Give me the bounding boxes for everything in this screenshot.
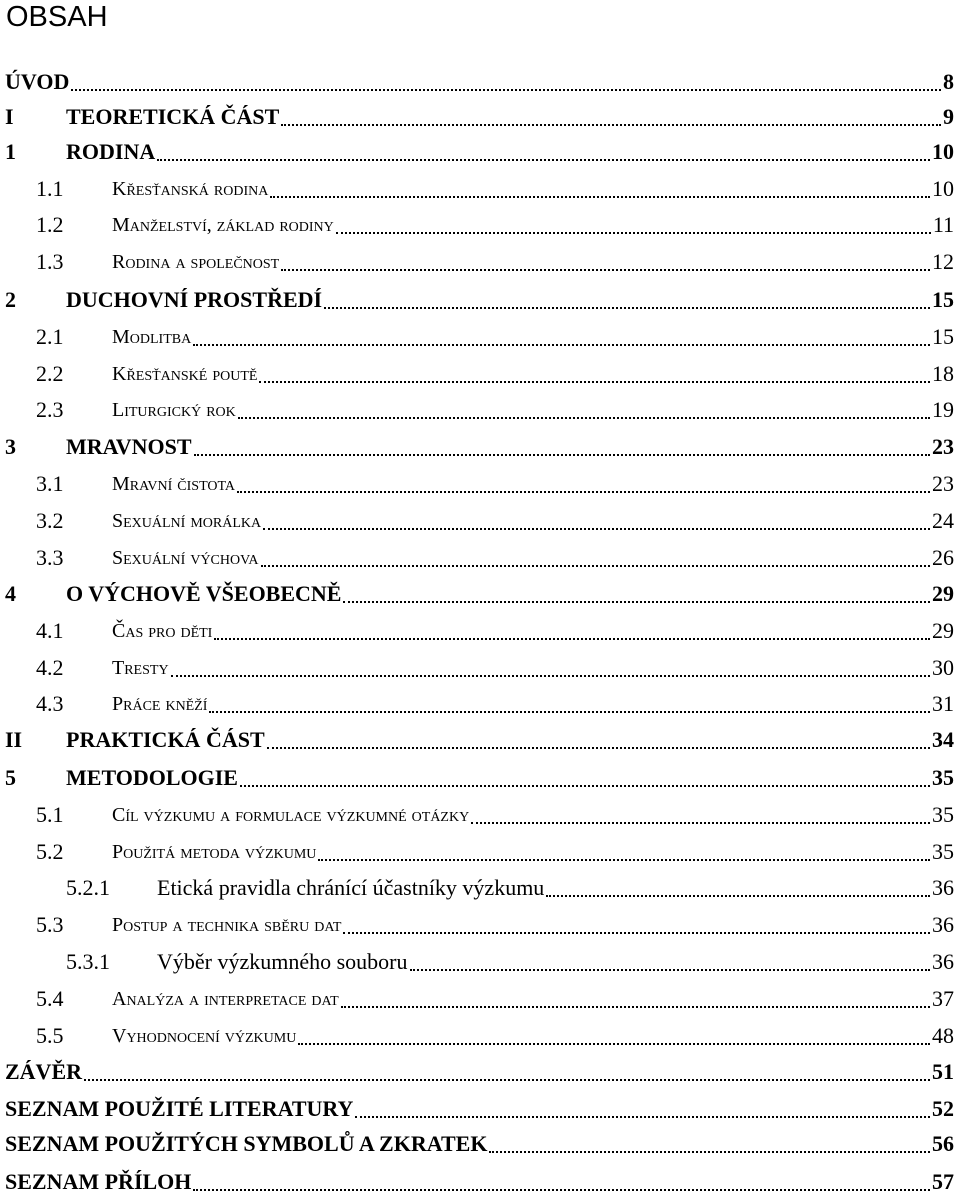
toc-entry[interactable] xyxy=(0,940,960,976)
dot-leader xyxy=(471,822,930,824)
dot-leader xyxy=(270,196,930,198)
dot-leader xyxy=(157,159,930,161)
dot-leader xyxy=(240,785,930,787)
dot-leader xyxy=(263,528,930,530)
toc-entry-page-number: 36 xyxy=(932,949,954,974)
dot-leader xyxy=(336,232,931,234)
toc-entry[interactable] xyxy=(0,425,960,461)
toc-entry-page-number: 9 xyxy=(943,104,954,129)
toc-entry[interactable] xyxy=(0,1160,960,1196)
toc-entry-number: 5.5 xyxy=(36,1023,64,1048)
dot-leader xyxy=(355,1116,930,1118)
dot-leader xyxy=(324,307,930,309)
toc-entry-title: SEZNAM POUŽITÉ LITERATURY xyxy=(5,1096,354,1121)
toc-entry[interactable] xyxy=(0,646,960,682)
toc-entry-title: Použitá metoda výzkumu xyxy=(112,841,317,863)
toc-entry-page-number: 23 xyxy=(932,434,954,459)
toc-entry[interactable] xyxy=(0,278,960,314)
toc-entry-number: II xyxy=(5,727,23,752)
toc-entry-number: 3.3 xyxy=(36,545,64,570)
dot-leader xyxy=(237,491,930,493)
toc-entry-page-number: 56 xyxy=(932,1131,954,1156)
toc-entry-title: Tresty xyxy=(112,657,169,679)
toc-entry-title: METODOLOGIE xyxy=(66,765,238,790)
dot-leader xyxy=(410,969,930,971)
toc-entry[interactable] xyxy=(0,756,960,792)
toc-entry-page-number: 15 xyxy=(932,324,954,349)
toc-entry[interactable] xyxy=(0,499,960,535)
toc-entry-title: Modlitba xyxy=(112,326,192,348)
toc-entry-page-number: 34 xyxy=(932,727,954,752)
dot-leader xyxy=(259,381,930,383)
toc-entry[interactable] xyxy=(0,977,960,1013)
toc-entry[interactable] xyxy=(0,1050,960,1086)
toc-entry-page-number: 29 xyxy=(932,618,954,643)
dot-leader xyxy=(341,1006,930,1008)
toc-entry-page-number: 10 xyxy=(932,139,954,164)
toc-entry-number: 2.2 xyxy=(36,361,64,386)
dot-leader xyxy=(267,747,930,749)
toc-entry-page-number: 57 xyxy=(932,1169,954,1194)
toc-entry[interactable] xyxy=(0,572,960,608)
toc-entry-title: Analýza a interpretace dat xyxy=(112,988,339,1010)
toc-entry[interactable] xyxy=(0,1122,960,1158)
toc-entry-number: I xyxy=(5,104,14,129)
toc-entry-title: PRAKTICKÁ ČÁST xyxy=(66,727,265,752)
toc-entry-page-number: 37 xyxy=(932,986,954,1011)
dot-leader xyxy=(214,638,930,640)
toc-entry-page-number: 10 xyxy=(932,176,954,201)
toc-entry[interactable] xyxy=(0,388,960,424)
toc-entry-page-number: 29 xyxy=(932,581,954,606)
toc-entry-title: Křesťanské poutě xyxy=(112,363,258,385)
dot-leader xyxy=(298,1043,930,1045)
dot-leader xyxy=(343,932,930,934)
toc-entry-number: 5.2 xyxy=(36,839,64,864)
toc-entry[interactable] xyxy=(0,609,960,645)
toc-entry[interactable] xyxy=(0,682,960,718)
toc-entry-title: Čas pro děti xyxy=(112,620,213,642)
toc-entry-title: DUCHOVNÍ PROSTŘEDÍ xyxy=(66,287,323,312)
toc-entry[interactable] xyxy=(0,536,960,572)
toc-entry-number: 2.3 xyxy=(36,397,64,422)
toc-entry-page-number: 18 xyxy=(932,361,954,386)
toc-entry-number: 4.1 xyxy=(36,618,64,643)
dot-leader xyxy=(546,895,930,897)
toc-entry-number: 5.1 xyxy=(36,802,64,827)
toc-entry-page-number: 35 xyxy=(932,839,954,864)
dot-leader xyxy=(71,89,941,91)
dot-leader xyxy=(489,1151,930,1153)
toc-entry-number: 1 xyxy=(5,139,16,164)
toc-entry[interactable] xyxy=(0,830,960,866)
toc-entry-number: 1.1 xyxy=(36,176,64,201)
toc-entry-number: 4.3 xyxy=(36,691,64,716)
toc-entry-page-number: 15 xyxy=(932,287,954,312)
toc-entry-number: 4.2 xyxy=(36,655,64,680)
toc-entry-page-number: 30 xyxy=(932,655,954,680)
toc-entry-number: 3.1 xyxy=(36,471,64,496)
dot-leader xyxy=(281,124,941,126)
toc-entry-title: Manželství, základ rodiny xyxy=(112,214,334,236)
dot-leader xyxy=(209,711,930,713)
toc-entry[interactable] xyxy=(0,462,960,498)
toc-entry-title: Sexuální morálka xyxy=(112,510,262,532)
toc-entry[interactable] xyxy=(0,203,960,239)
toc-entry-title: SEZNAM PŘÍLOH xyxy=(5,1169,192,1194)
dot-leader xyxy=(193,1189,930,1191)
dot-leader xyxy=(194,454,930,456)
toc-entry-page-number: 51 xyxy=(932,1059,954,1084)
toc-entry-number: 5.3 xyxy=(36,912,64,937)
page-title: OBSAH xyxy=(6,1,108,33)
dot-leader xyxy=(318,859,930,861)
toc-entry-title: Mravní čistota xyxy=(112,473,236,495)
toc-entry-number: 5.2.1 xyxy=(66,875,110,900)
toc-entry-page-number: 23 xyxy=(932,471,954,496)
toc-entry-page-number: 36 xyxy=(932,912,954,937)
toc-entry-title: Křesťanská rodina xyxy=(112,178,269,200)
toc-entry-page-number: 48 xyxy=(932,1023,954,1048)
dot-leader xyxy=(281,269,930,271)
toc-entry-page-number: 8 xyxy=(943,69,954,94)
dot-leader xyxy=(171,675,930,677)
dot-leader xyxy=(238,417,930,419)
toc-entry[interactable] xyxy=(0,167,960,203)
toc-entry-title: Liturgický rok xyxy=(112,399,236,421)
toc-entry-number: 3.2 xyxy=(36,508,64,533)
toc-entry-number: 3 xyxy=(5,434,16,459)
toc-entry-title: MRAVNOST xyxy=(66,434,192,459)
toc-entry[interactable] xyxy=(0,315,960,351)
toc-entry-title: Práce kněží xyxy=(112,693,208,715)
toc-entry-title: Etická pravidla chránící účastníky výzkumu xyxy=(157,875,545,900)
toc-entry-title: ÚVOD xyxy=(5,69,70,94)
toc-entry[interactable] xyxy=(0,1014,960,1050)
toc-entry-title: SEZNAM POUŽITÝCH SYMBOLŮ A ZKRATEK xyxy=(5,1131,488,1156)
toc-entry[interactable] xyxy=(0,95,960,131)
toc-entry-number: 4 xyxy=(5,581,16,606)
toc-entry[interactable] xyxy=(0,240,960,276)
toc-entry-title: Cíl výzkumu a formulace výzkumné otázky xyxy=(112,804,470,826)
toc-entry[interactable] xyxy=(0,60,960,96)
toc-entry-page-number: 12 xyxy=(932,249,954,274)
toc-entry-title: RODINA xyxy=(66,139,156,164)
toc-entry[interactable] xyxy=(0,1087,960,1123)
toc-entry-page-number: 19 xyxy=(932,397,954,422)
toc-entry[interactable] xyxy=(0,130,960,166)
toc-entry-page-number: 35 xyxy=(932,802,954,827)
toc-entry-number: 1.3 xyxy=(36,249,64,274)
toc-entry-title: Rodina a společnost xyxy=(112,251,280,273)
toc-entry-title: Výběr výzkumného souboru xyxy=(157,949,408,974)
toc-entry[interactable] xyxy=(0,793,960,829)
toc-entry-title: Postup a technika sběru dat xyxy=(112,914,342,936)
toc-entry-page-number: 24 xyxy=(932,508,954,533)
dot-leader xyxy=(84,1079,930,1081)
toc-entry[interactable] xyxy=(0,866,960,902)
toc-entry-title: TEORETICKÁ ČÁST xyxy=(66,104,280,129)
toc-entry-page-number: 35 xyxy=(932,765,954,790)
toc-entry-number: 1.2 xyxy=(36,212,64,237)
toc-entry-title: Sexuální výchova xyxy=(112,547,259,569)
dot-leader xyxy=(261,565,930,567)
toc-entry-title: O VÝCHOVĚ VŠEOBECNĚ xyxy=(66,581,342,606)
toc-entry-title: Vyhodnocení výzkumu xyxy=(112,1025,297,1047)
toc-entry-number: 5 xyxy=(5,765,16,790)
toc-entry-number: 2.1 xyxy=(36,324,64,349)
dot-leader xyxy=(193,344,930,346)
toc-entry-number: 2 xyxy=(5,287,16,312)
toc-entry-number: 5.4 xyxy=(36,986,64,1011)
toc-entry[interactable] xyxy=(0,718,960,754)
toc-entry-page-number: 11 xyxy=(932,212,954,237)
toc-entry[interactable] xyxy=(0,352,960,388)
toc-entry[interactable] xyxy=(0,903,960,939)
dot-leader xyxy=(343,601,930,603)
toc-entry-title: ZÁVĚR xyxy=(5,1059,83,1084)
toc-entry-page-number: 52 xyxy=(932,1096,954,1121)
toc-entry-page-number: 36 xyxy=(932,875,954,900)
toc-entry-number: 5.3.1 xyxy=(66,949,110,974)
toc-entry-page-number: 26 xyxy=(932,545,954,570)
toc-entry-page-number: 31 xyxy=(932,691,954,716)
